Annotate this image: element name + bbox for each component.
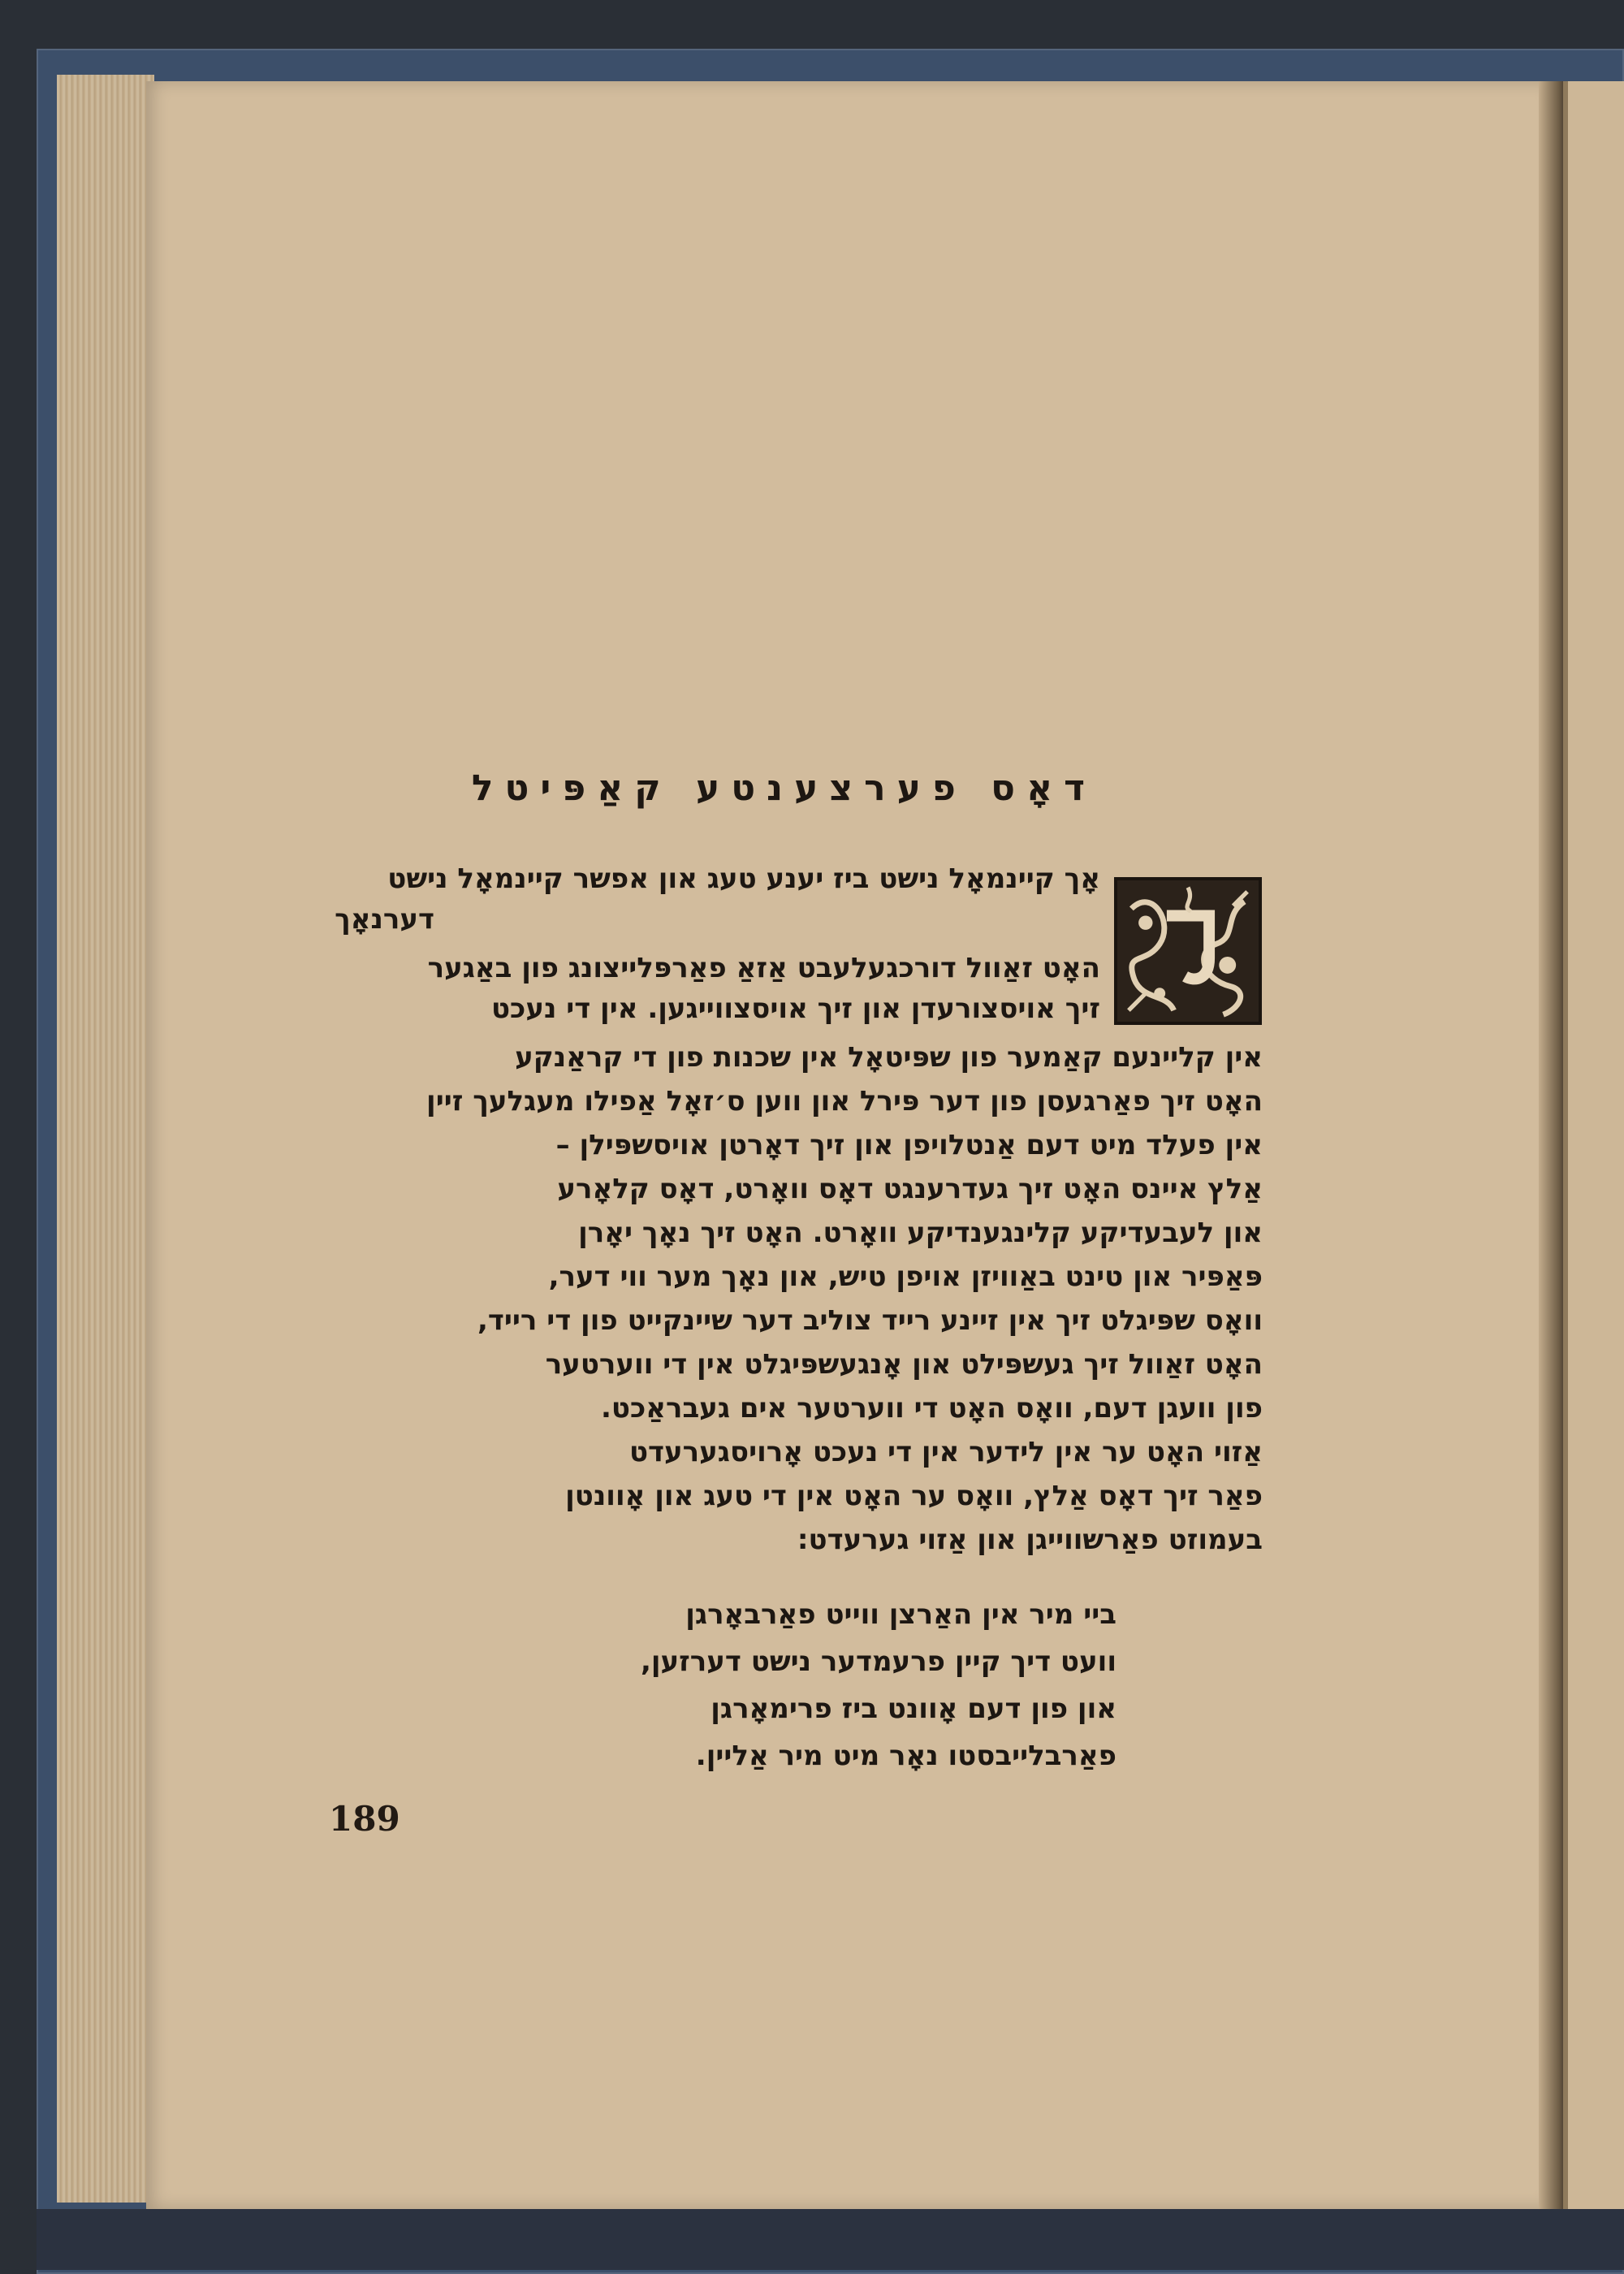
paragraph-line: וואָס שפּיגלט זיך אין זיינע רייד צוליב דער שיינקייט פון די רייד, [477, 1304, 1263, 1337]
facing-page-edge [1563, 81, 1624, 2209]
paragraph-line: פון וועגן דעם, וואָס האָט די ווערטער אים געבראַכט. [600, 1392, 1263, 1424]
paragraph-line: האָט זיך פאַרגעסן פון דער פּירל און ווען ס׳זאָל אַפילו מעגלעך זיין [426, 1085, 1263, 1118]
paragraph-line: און לעבעדיקע קלינגענדיקע וואָרט. האָט זיך נאָך יאָרן [578, 1217, 1263, 1249]
paragraph-line: זיך אויסצורעדן און זיך אויסצווייגען. אין די נעכט [490, 992, 1100, 1025]
verse-line: פאַרבלייבסטו נאָר מיט מיר אַליין. [695, 1740, 1116, 1772]
paragraph-line: אָך קיינמאָל נישט ביז יענע טעג און אפשר קיינמאָל נישט [387, 862, 1100, 895]
cover-bottom-edge [37, 2209, 1624, 2270]
paragraph-line: האָט זאַוול זיך געשפּילט און אָנגעשפּיגלט אין די ווערטער [545, 1348, 1263, 1381]
paragraph-line: אַלץ איינס האָט זיך געדרענגט דאָס וואָרט, דאָס קלאָרע [557, 1173, 1263, 1205]
ornament-icon [1117, 880, 1259, 1022]
page-number: 189 [329, 1799, 400, 1839]
verse-line: ביי מיר אין האַרצן ווייט פאַרבאָרגן [685, 1598, 1116, 1631]
paragraph-line: פּאַפּיר און טינט באַוויזן אויפן טיש, און נאָך מער ווי דער, [548, 1260, 1263, 1293]
chapter-title: דאָס פערצענטע קאַפּיטל [471, 767, 1096, 809]
paragraph-line: אין קליינעם קאַמער פון שפּיטאָל אין שכנות פון די קראַנקע [515, 1041, 1263, 1074]
verse-line: און פון דעם אָוונט ביז פרימאָרגן [710, 1693, 1116, 1725]
paragraph-line: פאַר זיך דאָס אַלץ, וואָס ער האָט אין די טעג און אָוונטן [565, 1480, 1263, 1512]
paragraph-line: בעמוזט פאַרשווייגן און אַזוי גערעדט: [797, 1524, 1263, 1556]
paragraph-line: אַזוי האָט ער אין לידער אין די נעכט אָרויסגערעדט [628, 1436, 1263, 1468]
page-edges [57, 75, 154, 2203]
paragraph-line: האָט זאַוול דורכגעלעבט אַזאַ פאַרפּלייצונג פון באַגער [427, 952, 1100, 984]
verse-line: וועט דיך קיין פרעמדער נישט דערזען, [640, 1645, 1116, 1678]
paragraph-line: דערנאָך [335, 903, 434, 936]
paragraph-line: אין פעלד מיט דעם אַנטלויפן און זיך דאָרטן אויסשפּילן – [555, 1129, 1263, 1161]
decorated-initial-icon [1114, 877, 1262, 1025]
